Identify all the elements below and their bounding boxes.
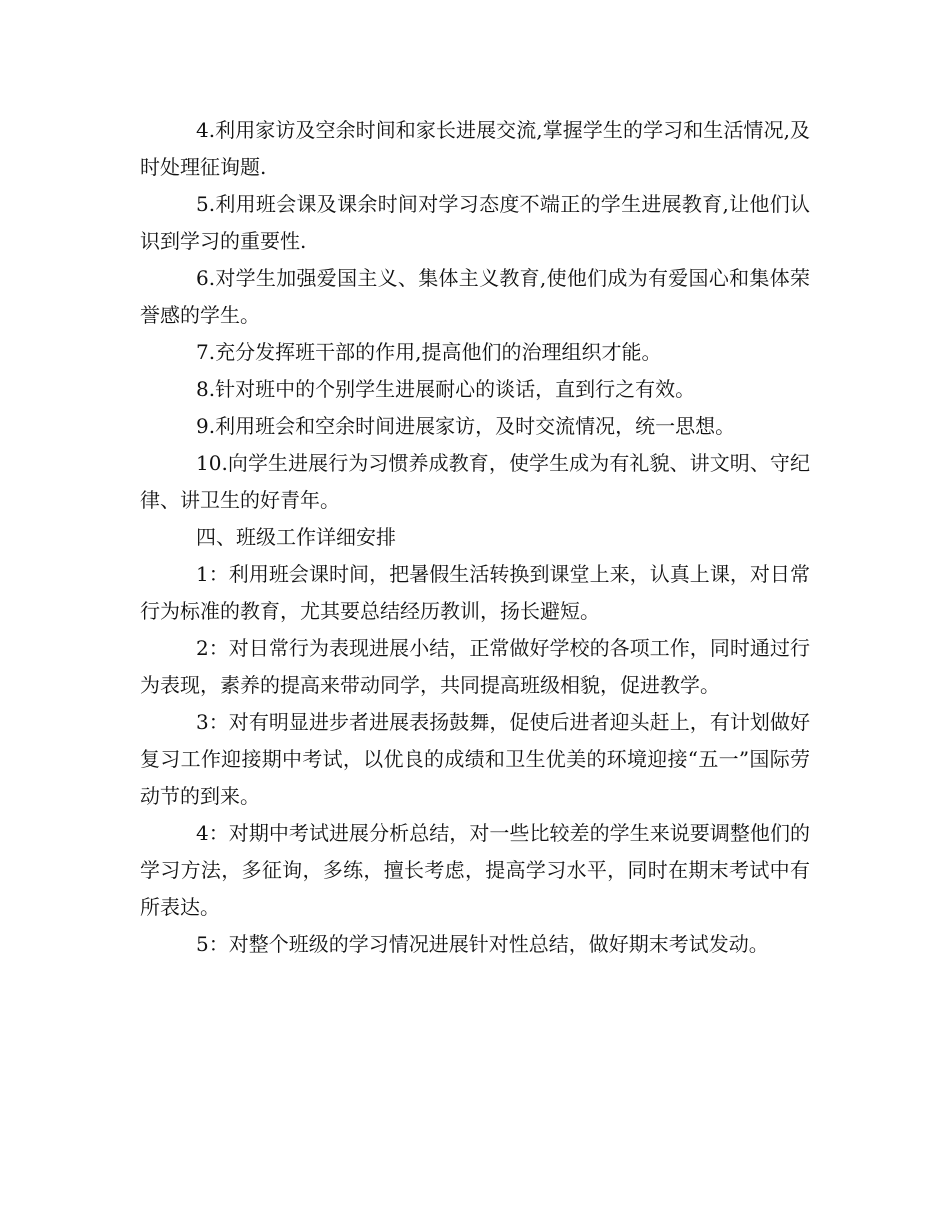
paragraph-item-10: 10.向学生进展行为习惯养成教育，使学生成为有礼貌、讲文明、守纪律、讲卫生的好青年。	[140, 451, 810, 512]
paragraph-item-9: 9.利用班会和空余时间进展家访，及时交流情况，统一思想。	[196, 414, 736, 438]
paragraph-item-8: 8.针对班中的个别学生进展耐心的谈话，直到行之有效。	[196, 377, 696, 401]
paragraph-item-7: 7.充分发挥班干部的作用,提高他们的治理组织才能。	[196, 340, 662, 364]
arrangement-item-5: 5：对整个班级的学习情况进展针对性总结，做好期末考试发动。	[196, 932, 769, 956]
paragraph-item-6: 6.对学生加强爱国主义、集体主义教育,使他们成为有爱国心和集体荣誉感的学生。	[140, 266, 810, 327]
section-heading: 四、班级工作详细安排	[196, 525, 396, 549]
paragraph-item-5: 5.利用班会课及课余时间对学习态度不端正的学生进展教育,让他们认识到学习的重要性.	[140, 192, 810, 253]
paragraph-item-4: 4.利用家访及空余时间和家长进展交流,掌握学生的学习和生活情况,及时处理征询题.	[140, 118, 810, 179]
arrangement-item-2: 2：对日常行为表现进展小结，正常做好学校的各项工作，同时通过行为表现，素养的提高来带动同学，共同提高班级相貌，促进教学。	[140, 636, 810, 697]
arrangement-item-3: 3：对有明显进步者进展表扬鼓舞，促使后进者迎头赶上，有计划做好复习工作迎接期中考试，以优良的成绩和卫生优美的环境迎接“五一”国际劳动节的到来。	[140, 710, 810, 808]
document-body	[140, 112, 810, 963]
arrangement-item-4: 4：对期中考试进展分析总结，对一些比较差的学生来说要调整他们的学习方法，多征询，多练，擅长考虑，提高学习水平，同时在期末考试中有所表达。	[140, 821, 810, 919]
arrangement-item-1: 1：利用班会课时间，把暑假生活转换到课堂上来，认真上课，对日常行为标准的教育，尤其要总结经历教训，扬长避短。	[140, 562, 810, 623]
